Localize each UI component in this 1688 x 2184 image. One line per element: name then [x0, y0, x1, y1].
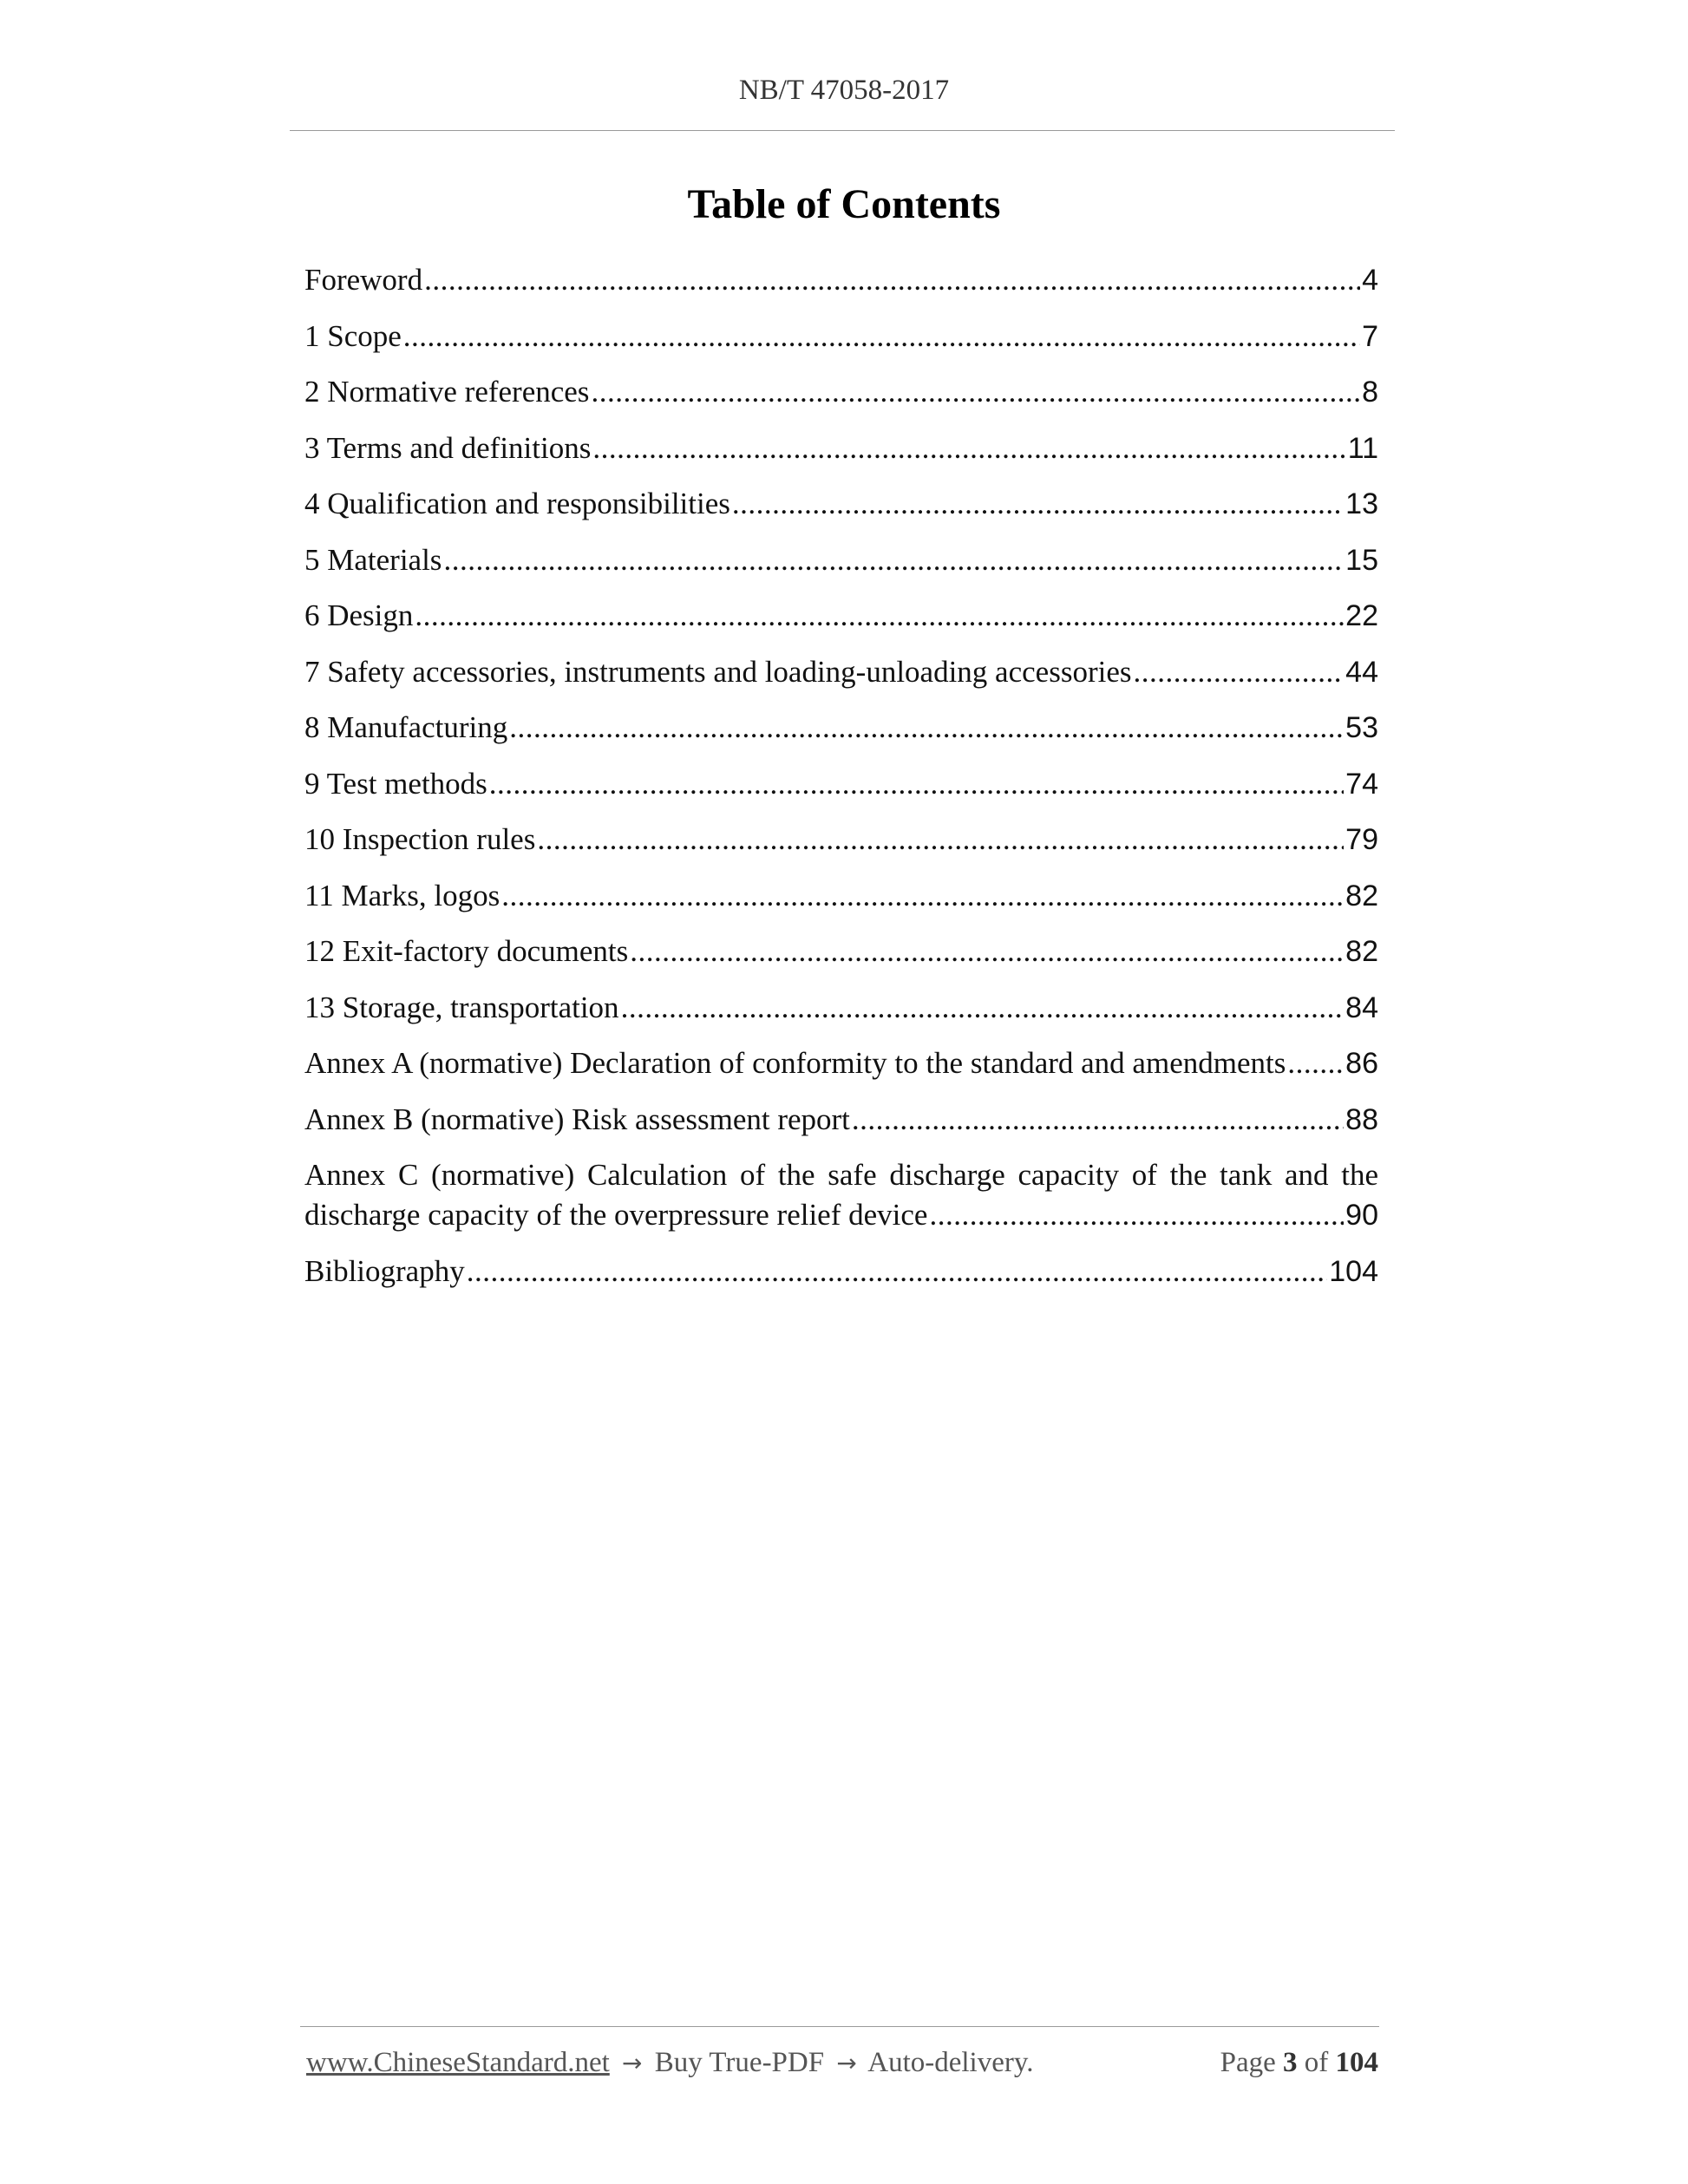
toc-entry-inspection-rules[interactable]	[304, 820, 1378, 860]
toc-entry-foreword[interactable]	[304, 260, 1378, 300]
buy-text: Buy True-PDF	[654, 2047, 825, 2078]
dot-leader	[467, 1252, 1328, 1291]
toc-entry-line2	[304, 1195, 1378, 1235]
toc-entry-page: 11	[1347, 431, 1378, 465]
toc-entry-label: 1 Scope	[304, 318, 402, 353]
toc-entry-label: 12 Exit-factory documents	[304, 934, 629, 968]
toc-entry-label: 4 Qualification and responsibilities	[304, 487, 730, 520]
toc-entry-page: 88	[1345, 1102, 1378, 1136]
dot-leader	[424, 260, 1360, 300]
dot-leader	[1133, 652, 1344, 692]
toc-entry-label: 8 Manufacturing	[304, 710, 508, 744]
toc-entry-storage-transportation[interactable]	[304, 988, 1378, 1028]
toc-entry-safety-accessories[interactable]	[304, 652, 1378, 692]
toc-entry-annex-c[interactable]	[304, 1155, 1378, 1235]
toc-entry-label: Bibliography	[304, 1253, 465, 1288]
toc-entry-manufacturing[interactable]	[304, 708, 1378, 748]
dot-leader	[443, 540, 1344, 580]
toc-entry-test-methods[interactable]	[304, 764, 1378, 804]
toc-entry-page: 90	[1345, 1199, 1378, 1232]
header-divider	[290, 130, 1395, 131]
page-footer	[306, 2047, 1378, 2079]
toc-entry-label-line2: discharge capacity of the overpressure relief device	[304, 1198, 928, 1232]
toc-entry-label: Annex A (normative) Declaration of conformity to the standard and amendments	[304, 1046, 1286, 1080]
toc-entry-label: 13 Storage, transportation	[304, 990, 619, 1024]
dot-leader	[592, 428, 1345, 468]
toc-entry-annex-b[interactable]	[304, 1100, 1378, 1140]
dot-leader	[509, 708, 1344, 748]
dot-leader	[852, 1100, 1344, 1140]
delivery-text: Auto-delivery.	[867, 2047, 1034, 2078]
arrow-right-icon: →	[836, 2049, 857, 2077]
toc-entry-label: 5 Materials	[304, 542, 442, 577]
dot-leader	[501, 876, 1344, 916]
toc-entry-page: 7	[1362, 319, 1378, 353]
toc-entry-label: 9 Test methods	[304, 766, 487, 801]
toc-entry-marks-logos[interactable]	[304, 876, 1378, 916]
toc-entry-annex-a[interactable]	[304, 1043, 1378, 1083]
footer-divider	[300, 2026, 1379, 2027]
dot-leader	[489, 764, 1344, 804]
page-title: Table of Contents	[687, 181, 1001, 227]
toc-entry-label: 7 Safety accessories, instruments and loading-unloading accessories	[304, 654, 1132, 689]
dot-leader	[621, 988, 1345, 1028]
toc-entry-page: 86	[1345, 1047, 1378, 1080]
toc-entry-label: 3 Terms and definitions	[304, 430, 592, 465]
toc-entry-label: Foreword	[304, 263, 423, 297]
dot-leader	[403, 317, 1360, 356]
arrow-right-icon: →	[622, 2049, 643, 2077]
toc-entry-page: 84	[1345, 991, 1378, 1024]
toc-entry-bibliography[interactable]	[304, 1252, 1378, 1291]
toc-entry-label: 10 Inspection rules	[304, 822, 536, 856]
toc-entry-page: 53	[1345, 711, 1378, 744]
toc-entry-label-line1: Annex C (normative) Calculation of the safe discharge capacity of the tank and the	[304, 1158, 1378, 1192]
toc-entry-qualification[interactable]	[304, 484, 1378, 524]
toc-entry-page: 82	[1345, 935, 1378, 968]
toc-entry-page: 104	[1329, 1254, 1378, 1288]
toc-entry-label: 11 Marks, logos	[304, 878, 501, 912]
of-word: of	[1304, 2047, 1329, 2078]
toc-entry-design[interactable]	[304, 596, 1378, 636]
toc-entry-page: 44	[1345, 655, 1378, 689]
toc-entry-page: 82	[1345, 879, 1378, 912]
toc-entry-label: Annex B (normative) Risk assessment report	[304, 1102, 850, 1136]
running-header: NB/T 47058-2017	[738, 75, 950, 106]
dot-leader	[929, 1195, 1344, 1235]
dot-leader	[591, 372, 1360, 412]
toc-entry-terms-definitions[interactable]	[304, 428, 1378, 468]
toc-list	[304, 260, 1378, 1307]
toc-entry-label: 6 Design	[304, 598, 414, 632]
toc-entry-label: 2 Normative references	[304, 375, 590, 409]
dot-leader	[630, 932, 1344, 971]
toc-entry-exit-factory-documents[interactable]	[304, 932, 1378, 971]
current-page: 3	[1283, 2047, 1298, 2078]
toc-entry-materials[interactable]	[304, 540, 1378, 580]
toc-entry-page: 13	[1345, 487, 1378, 520]
dot-leader	[537, 820, 1344, 860]
toc-entry-page: 79	[1345, 823, 1378, 856]
footer-promo	[306, 2047, 1033, 2079]
page-word: Page	[1220, 2047, 1276, 2078]
toc-entry-page: 15	[1345, 543, 1378, 577]
toc-entry-page: 8	[1362, 376, 1378, 409]
toc-entry-normative-references[interactable]	[304, 372, 1378, 412]
website-link[interactable]: www.ChineseStandard.net	[306, 2047, 610, 2078]
toc-entry-page: 4	[1362, 264, 1378, 297]
total-pages: 104	[1335, 2047, 1378, 2078]
toc-entry-page: 74	[1345, 767, 1378, 801]
dot-leader	[732, 484, 1344, 524]
dot-leader	[1287, 1043, 1344, 1083]
toc-entry-scope[interactable]	[304, 317, 1378, 356]
page-number	[1220, 2047, 1378, 2079]
dot-leader	[415, 596, 1344, 636]
toc-entry-page: 22	[1345, 599, 1378, 632]
